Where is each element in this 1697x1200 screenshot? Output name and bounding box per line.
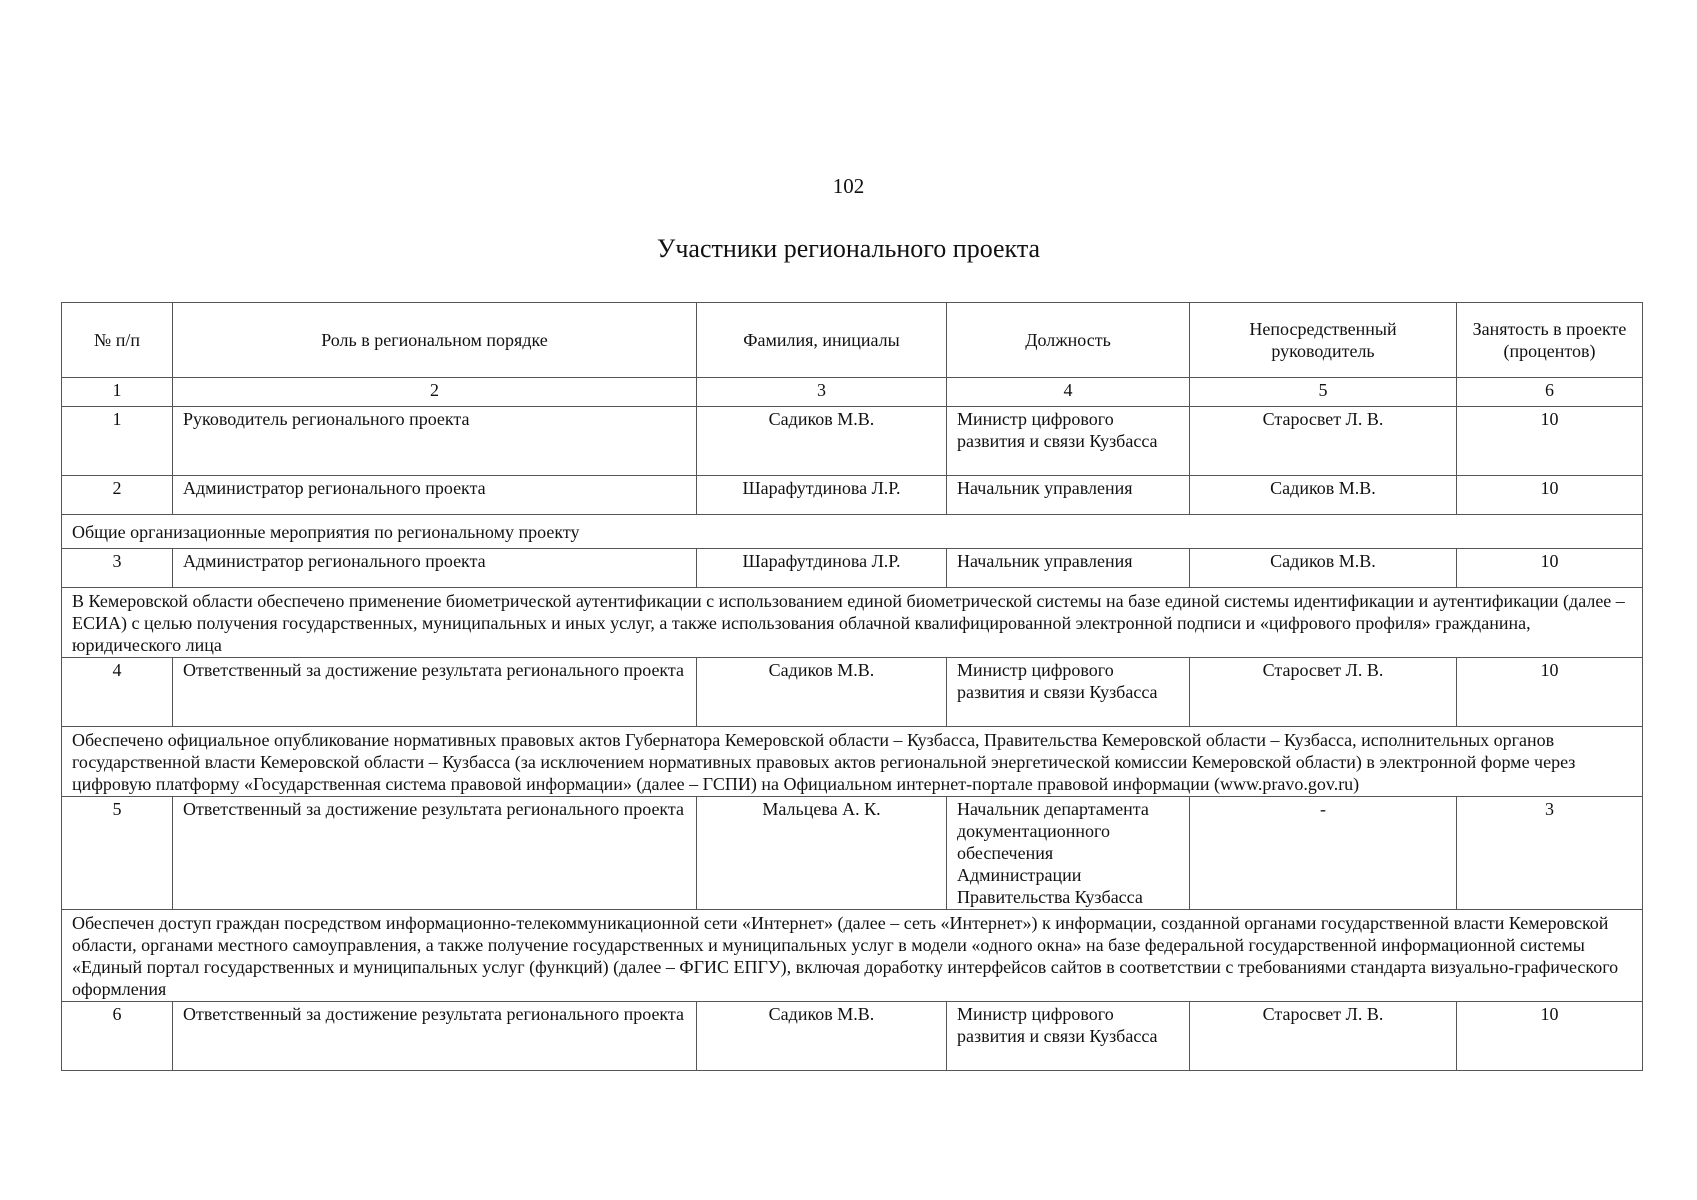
cell-position: Начальник департамента документационного обеспечения Администрации Правительства Кузбасса	[947, 797, 1190, 910]
header-supervisor: Непосредственный руководитель	[1190, 303, 1457, 378]
section-title: В Кемеровской области обеспечено применение биометрической аутентификации с использованием единой биометрической системы на базе единой системы идентификации и аутентификации (далее – ЕСИА) с целью получения государственных, муниципальных и иных услуг, а также использования облачной квалифицированной электронной подписи и «цифрового профиля» гражданина, юридического лица	[62, 588, 1643, 658]
cell-supervisor: Старосвет Л. В.	[1190, 407, 1457, 476]
cell-role: Руководитель регионального проекта	[173, 407, 697, 476]
cell-supervisor: Садиков М.В.	[1190, 549, 1457, 588]
table-header-row	[62, 303, 1643, 378]
table-row	[62, 1002, 1643, 1071]
cell-supervisor: Садиков М.В.	[1190, 476, 1457, 515]
cell-position: Начальник управления	[947, 476, 1190, 515]
column-number: 5	[1190, 378, 1457, 407]
section-title: Общие организационные мероприятия по региональному проекту	[62, 515, 1643, 549]
cell-role: Ответственный за достижение результата регионального проекта	[173, 1002, 697, 1071]
cell-role: Администратор регионального проекта	[173, 476, 697, 515]
cell-name: Садиков М.В.	[697, 658, 947, 727]
section-title: Обеспечен доступ граждан посредством информационно-телекоммуникационной сети «Интернет» (далее – сеть «Интернет») к информации, созданной органами государственной власти Кемеровской области, органами местного самоуправления, а также получение государственных и муниципальных услуг в модели «одного окна» на базе федеральной государственной информационной системы «Единый портал государственных и муниципальных услуг (функций) (далее – ФГИС ЕПГУ), включая доработку интерфейсов сайтов в соответствии с требованиями стандарта визуально-графического оформления	[62, 910, 1643, 1002]
section-row	[62, 727, 1643, 797]
header-load: Занятость в проекте (процентов)	[1457, 303, 1643, 378]
column-number: 2	[173, 378, 697, 407]
table-row	[62, 797, 1643, 910]
column-number: 6	[1457, 378, 1643, 407]
cell-number: 1	[62, 407, 173, 476]
cell-number: 2	[62, 476, 173, 515]
cell-position: Министр цифрового развития и связи Кузбасса	[947, 407, 1190, 476]
cell-position: Министр цифрового развития и связи Кузбасса	[947, 658, 1190, 727]
cell-supervisor: -	[1190, 797, 1457, 910]
cell-position: Министр цифрового развития и связи Кузбасса	[947, 1002, 1190, 1071]
cell-supervisor: Старосвет Л. В.	[1190, 1002, 1457, 1071]
header-role: Роль в региональном порядке	[173, 303, 697, 378]
header-position: Должность	[947, 303, 1190, 378]
section-row	[62, 515, 1643, 549]
cell-load: 10	[1457, 1002, 1643, 1071]
cell-load: 3	[1457, 797, 1643, 910]
table-row	[62, 549, 1643, 588]
cell-name: Шарафутдинова Л.Р.	[697, 549, 947, 588]
section-row	[62, 588, 1643, 658]
cell-name: Садиков М.В.	[697, 407, 947, 476]
cell-supervisor: Старосвет Л. В.	[1190, 658, 1457, 727]
cell-load: 10	[1457, 549, 1643, 588]
cell-role: Ответственный за достижение результата регионального проекта	[173, 658, 697, 727]
cell-name: Мальцева А. К.	[697, 797, 947, 910]
column-number: 1	[62, 378, 173, 407]
column-number: 4	[947, 378, 1190, 407]
cell-number: 4	[62, 658, 173, 727]
table-row	[62, 407, 1643, 476]
section-title: Обеспечено официальное опубликование нормативных правовых актов Губернатора Кемеровской области – Кузбасса, Правительства Кемеровской области – Кузбасса, исполнительных органов государственной власти Кемеровской области – Кузбасса (за исключением нормативных правовых актов региональной энергетической комиссии Кемеровской области) в электронной форме через цифровую платформу «Государственная система правовой информации» (далее – ГСПИ) на Официальном интернет-портале правовой информации (www.pravo.gov.ru)	[62, 727, 1643, 797]
section-row	[62, 910, 1643, 1002]
header-number: № п/п	[62, 303, 173, 378]
page-number: 102	[832, 174, 865, 198]
cell-name: Садиков М.В.	[697, 1002, 947, 1071]
column-number: 3	[697, 378, 947, 407]
cell-number: 6	[62, 1002, 173, 1071]
cell-load: 10	[1457, 658, 1643, 727]
table-body	[62, 378, 1643, 1071]
cell-number: 3	[62, 549, 173, 588]
cell-role: Ответственный за достижение результата регионального проекта	[173, 797, 697, 910]
cell-position: Начальник управления	[947, 549, 1190, 588]
cell-name: Шарафутдинова Л.Р.	[697, 476, 947, 515]
document-title: Участники регионального проекта	[656, 234, 1041, 263]
participants-table	[61, 302, 1643, 1071]
cell-load: 10	[1457, 407, 1643, 476]
cell-number: 5	[62, 797, 173, 910]
header-name: Фамилия, инициалы	[697, 303, 947, 378]
cell-role: Администратор регионального проекта	[173, 549, 697, 588]
cell-load: 10	[1457, 476, 1643, 515]
column-numbering-row	[62, 378, 1643, 407]
table-row	[62, 476, 1643, 515]
table-row	[62, 658, 1643, 727]
